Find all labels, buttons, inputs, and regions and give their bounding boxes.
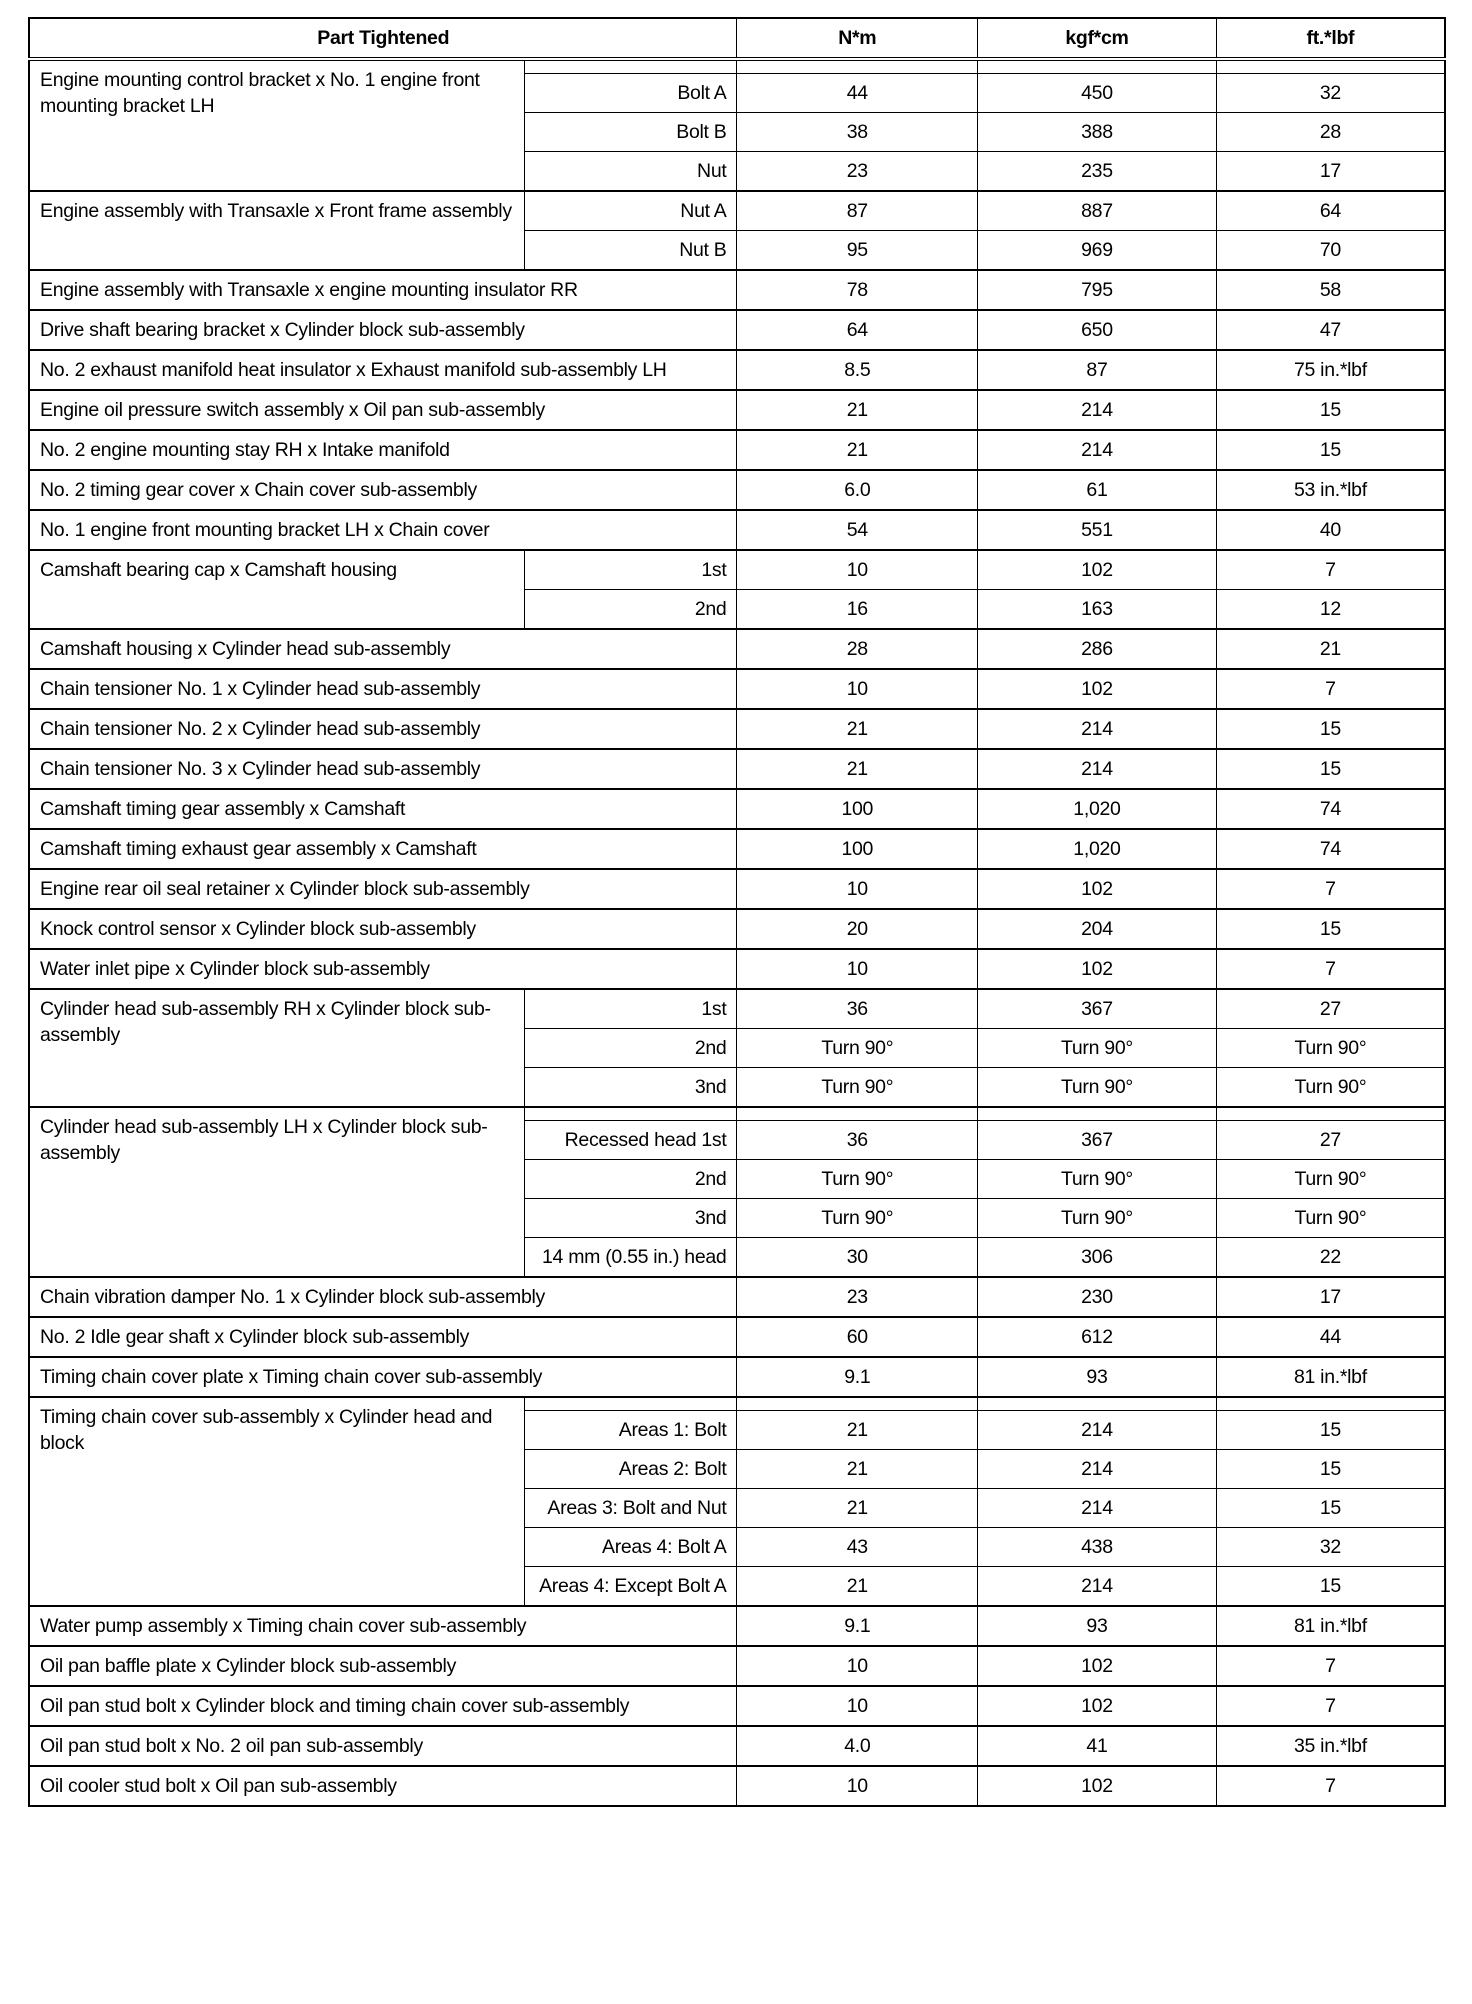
table-row [29, 629, 1445, 669]
sub-part-cell: Recessed head 1st [524, 1121, 737, 1160]
kgf-cm-value-cell: 887 [978, 191, 1217, 231]
kgf-cm-value-cell: 286 [978, 629, 1217, 669]
nm-value-cell [737, 1107, 978, 1121]
ft-lbf-value-cell: 47 [1216, 310, 1445, 350]
ft-lbf-value-cell: 15 [1216, 430, 1445, 470]
kgf-cm-value-cell: 204 [978, 909, 1217, 949]
header-ft-lbf: ft.*lbf [1216, 18, 1445, 59]
header-nm: N*m [737, 18, 978, 59]
kgf-cm-value-cell: 367 [978, 1121, 1217, 1160]
nm-value-cell: 43 [737, 1528, 978, 1567]
ft-lbf-value-cell: 75 in.*lbf [1216, 350, 1445, 390]
nm-value-cell: 10 [737, 669, 978, 709]
sub-part-cell: Bolt A [524, 74, 737, 113]
ft-lbf-value-cell: 17 [1216, 152, 1445, 192]
ft-lbf-value-cell: 27 [1216, 1121, 1445, 1160]
kgf-cm-value-cell: 87 [978, 350, 1217, 390]
part-tightened-cell: Camshaft bearing cap x Camshaft housing [29, 550, 524, 629]
kgf-cm-value-cell: 102 [978, 669, 1217, 709]
sub-part-cell: Bolt B [524, 113, 737, 152]
nm-value-cell: 28 [737, 629, 978, 669]
ft-lbf-value-cell [1216, 59, 1445, 74]
part-tightened-cell: Camshaft timing exhaust gear assembly x Camshaft [29, 829, 737, 869]
kgf-cm-value-cell: 1,020 [978, 829, 1217, 869]
table-row [29, 350, 1445, 390]
header-row [29, 18, 1445, 59]
sub-part-cell: 2nd [524, 590, 737, 630]
part-tightened-cell: Camshaft housing x Cylinder head sub-assembly [29, 629, 737, 669]
ft-lbf-value-cell: 15 [1216, 1411, 1445, 1450]
table-row [29, 1317, 1445, 1357]
kgf-cm-value-cell: 438 [978, 1528, 1217, 1567]
header-kgf-cm: kgf*cm [978, 18, 1217, 59]
part-tightened-cell: No. 1 engine front mounting bracket LH x Chain cover [29, 510, 737, 550]
ft-lbf-value-cell: 74 [1216, 829, 1445, 869]
nm-value-cell: 21 [737, 749, 978, 789]
ft-lbf-value-cell: 7 [1216, 550, 1445, 590]
table-row [29, 989, 1445, 1029]
nm-value-cell: 44 [737, 74, 978, 113]
ft-lbf-value-cell: 7 [1216, 869, 1445, 909]
sub-part-cell [524, 59, 737, 74]
ft-lbf-value-cell: 15 [1216, 390, 1445, 430]
part-tightened-cell: Engine assembly with Transaxle x Front frame assembly [29, 191, 524, 270]
ft-lbf-value-cell: Turn 90° [1216, 1160, 1445, 1199]
part-tightened-cell: Cylinder head sub-assembly RH x Cylinder block sub-assembly [29, 989, 524, 1107]
table-row [29, 869, 1445, 909]
sub-part-cell: Nut A [524, 191, 737, 231]
ft-lbf-value-cell [1216, 1107, 1445, 1121]
nm-value-cell: 100 [737, 789, 978, 829]
sub-part-cell: 2nd [524, 1160, 737, 1199]
nm-value-cell: 60 [737, 1317, 978, 1357]
nm-value-cell: 100 [737, 829, 978, 869]
sub-part-cell [524, 1107, 737, 1121]
part-tightened-cell: Chain tensioner No. 3 x Cylinder head sub-assembly [29, 749, 737, 789]
table-row [29, 1726, 1445, 1766]
part-tightened-cell: Engine mounting control bracket x No. 1 engine front mounting bracket LH [29, 59, 524, 191]
ft-lbf-value-cell: 70 [1216, 231, 1445, 271]
kgf-cm-value-cell: 1,020 [978, 789, 1217, 829]
kgf-cm-value-cell: 214 [978, 1567, 1217, 1607]
table-row [29, 1397, 1445, 1411]
ft-lbf-value-cell: 74 [1216, 789, 1445, 829]
table-row [29, 909, 1445, 949]
kgf-cm-value-cell: 214 [978, 749, 1217, 789]
table-row [29, 510, 1445, 550]
ft-lbf-value-cell: 44 [1216, 1317, 1445, 1357]
table-row [29, 59, 1445, 74]
sub-part-cell: Areas 4: Bolt A [524, 1528, 737, 1567]
table-row [29, 749, 1445, 789]
nm-value-cell: 36 [737, 989, 978, 1029]
nm-value-cell: 21 [737, 430, 978, 470]
kgf-cm-value-cell: 61 [978, 470, 1217, 510]
table-row [29, 1277, 1445, 1317]
sub-part-cell: 1st [524, 989, 737, 1029]
nm-value-cell: 20 [737, 909, 978, 949]
nm-value-cell: 10 [737, 1686, 978, 1726]
nm-value-cell: 9.1 [737, 1357, 978, 1397]
nm-value-cell: 30 [737, 1238, 978, 1278]
table-row [29, 1606, 1445, 1646]
kgf-cm-value-cell: Turn 90° [978, 1068, 1217, 1108]
part-tightened-cell: Oil pan stud bolt x Cylinder block and timing chain cover sub-assembly [29, 1686, 737, 1726]
nm-value-cell: Turn 90° [737, 1160, 978, 1199]
nm-value-cell: Turn 90° [737, 1199, 978, 1238]
nm-value-cell: 21 [737, 1489, 978, 1528]
torque-spec-table [28, 17, 1446, 1807]
nm-value-cell: 6.0 [737, 470, 978, 510]
nm-value-cell: Turn 90° [737, 1068, 978, 1108]
sub-part-cell: 2nd [524, 1029, 737, 1068]
ft-lbf-value-cell: Turn 90° [1216, 1199, 1445, 1238]
kgf-cm-value-cell [978, 1107, 1217, 1121]
ft-lbf-value-cell: 12 [1216, 590, 1445, 630]
ft-lbf-value-cell: 15 [1216, 709, 1445, 749]
sub-part-cell: 3nd [524, 1199, 737, 1238]
part-tightened-cell: Chain tensioner No. 2 x Cylinder head sub-assembly [29, 709, 737, 749]
ft-lbf-value-cell: Turn 90° [1216, 1029, 1445, 1068]
table-row [29, 829, 1445, 869]
table-row [29, 1357, 1445, 1397]
nm-value-cell: 23 [737, 1277, 978, 1317]
table-row [29, 470, 1445, 510]
nm-value-cell: 21 [737, 390, 978, 430]
ft-lbf-value-cell: 7 [1216, 1686, 1445, 1726]
nm-value-cell: 10 [737, 1646, 978, 1686]
part-tightened-cell: Cylinder head sub-assembly LH x Cylinder block sub-assembly [29, 1107, 524, 1277]
kgf-cm-value-cell: 612 [978, 1317, 1217, 1357]
sub-part-cell: 3nd [524, 1068, 737, 1108]
ft-lbf-value-cell: 7 [1216, 1646, 1445, 1686]
nm-value-cell: 21 [737, 1450, 978, 1489]
table-row [29, 1646, 1445, 1686]
nm-value-cell: 10 [737, 1766, 978, 1806]
ft-lbf-value-cell: Turn 90° [1216, 1068, 1445, 1108]
sub-part-cell: 1st [524, 550, 737, 590]
table-row [29, 1107, 1445, 1121]
kgf-cm-value-cell: 214 [978, 390, 1217, 430]
ft-lbf-value-cell: 15 [1216, 1489, 1445, 1528]
sub-part-cell: Areas 3: Bolt and Nut [524, 1489, 737, 1528]
ft-lbf-value-cell: 64 [1216, 191, 1445, 231]
kgf-cm-value-cell: 102 [978, 1686, 1217, 1726]
kgf-cm-value-cell: 41 [978, 1726, 1217, 1766]
nm-value-cell: 10 [737, 869, 978, 909]
part-tightened-cell: Oil pan baffle plate x Cylinder block sub-assembly [29, 1646, 737, 1686]
nm-value-cell: 54 [737, 510, 978, 550]
nm-value-cell: 87 [737, 191, 978, 231]
kgf-cm-value-cell: 93 [978, 1606, 1217, 1646]
header-part-tightened: Part Tightened [29, 18, 737, 59]
ft-lbf-value-cell: 58 [1216, 270, 1445, 310]
ft-lbf-value-cell: 22 [1216, 1238, 1445, 1278]
sub-part-cell: Nut [524, 152, 737, 192]
kgf-cm-value-cell: 102 [978, 869, 1217, 909]
table-row [29, 1766, 1445, 1806]
kgf-cm-value-cell: 214 [978, 430, 1217, 470]
part-tightened-cell: Camshaft timing gear assembly x Camshaft [29, 789, 737, 829]
nm-value-cell: 16 [737, 590, 978, 630]
kgf-cm-value-cell [978, 59, 1217, 74]
part-tightened-cell: Engine oil pressure switch assembly x Oil pan sub-assembly [29, 390, 737, 430]
nm-value-cell: 9.1 [737, 1606, 978, 1646]
part-tightened-cell: Oil cooler stud bolt x Oil pan sub-assembly [29, 1766, 737, 1806]
sub-part-cell: 14 mm (0.55 in.) head [524, 1238, 737, 1278]
nm-value-cell [737, 1397, 978, 1411]
part-tightened-cell: Chain tensioner No. 1 x Cylinder head sub-assembly [29, 669, 737, 709]
part-tightened-cell: Engine assembly with Transaxle x engine mounting insulator RR [29, 270, 737, 310]
nm-value-cell [737, 59, 978, 74]
ft-lbf-value-cell: 15 [1216, 1567, 1445, 1607]
ft-lbf-value-cell: 7 [1216, 1766, 1445, 1806]
sub-part-cell: Nut B [524, 231, 737, 271]
table-row [29, 310, 1445, 350]
table-row [29, 709, 1445, 749]
kgf-cm-value-cell: 969 [978, 231, 1217, 271]
part-tightened-cell: Drive shaft bearing bracket x Cylinder block sub-assembly [29, 310, 737, 350]
part-tightened-cell: Timing chain cover sub-assembly x Cylinder head and block [29, 1397, 524, 1606]
nm-value-cell: 78 [737, 270, 978, 310]
kgf-cm-value-cell: 230 [978, 1277, 1217, 1317]
ft-lbf-value-cell: 15 [1216, 1450, 1445, 1489]
table-row [29, 949, 1445, 989]
ft-lbf-value-cell: 81 in.*lbf [1216, 1606, 1445, 1646]
sub-part-cell: Areas 2: Bolt [524, 1450, 737, 1489]
ft-lbf-value-cell: 32 [1216, 74, 1445, 113]
nm-value-cell: 21 [737, 709, 978, 749]
part-tightened-cell: Oil pan stud bolt x No. 2 oil pan sub-assembly [29, 1726, 737, 1766]
nm-value-cell: 95 [737, 231, 978, 271]
part-tightened-cell: Engine rear oil seal retainer x Cylinder block sub-assembly [29, 869, 737, 909]
nm-value-cell: 23 [737, 152, 978, 192]
kgf-cm-value-cell: 367 [978, 989, 1217, 1029]
kgf-cm-value-cell: 214 [978, 1489, 1217, 1528]
table-body [29, 59, 1445, 1806]
nm-value-cell: Turn 90° [737, 1029, 978, 1068]
kgf-cm-value-cell: Turn 90° [978, 1029, 1217, 1068]
part-tightened-cell: Chain vibration damper No. 1 x Cylinder block sub-assembly [29, 1277, 737, 1317]
ft-lbf-value-cell: 17 [1216, 1277, 1445, 1317]
ft-lbf-value-cell: 15 [1216, 749, 1445, 789]
ft-lbf-value-cell: 40 [1216, 510, 1445, 550]
nm-value-cell: 21 [737, 1411, 978, 1450]
nm-value-cell: 21 [737, 1567, 978, 1607]
kgf-cm-value-cell: 102 [978, 1766, 1217, 1806]
part-tightened-cell: Water inlet pipe x Cylinder block sub-assembly [29, 949, 737, 989]
kgf-cm-value-cell: 214 [978, 1411, 1217, 1450]
ft-lbf-value-cell [1216, 1397, 1445, 1411]
kgf-cm-value-cell: 102 [978, 1646, 1217, 1686]
ft-lbf-value-cell: 7 [1216, 669, 1445, 709]
kgf-cm-value-cell: Turn 90° [978, 1199, 1217, 1238]
kgf-cm-value-cell: 102 [978, 550, 1217, 590]
nm-value-cell: 10 [737, 949, 978, 989]
nm-value-cell: 36 [737, 1121, 978, 1160]
kgf-cm-value-cell: 306 [978, 1238, 1217, 1278]
kgf-cm-value-cell: Turn 90° [978, 1160, 1217, 1199]
kgf-cm-value-cell: 163 [978, 590, 1217, 630]
kgf-cm-value-cell: 93 [978, 1357, 1217, 1397]
ft-lbf-value-cell: 27 [1216, 989, 1445, 1029]
kgf-cm-value-cell: 214 [978, 709, 1217, 749]
sub-part-cell: Areas 4: Except Bolt A [524, 1567, 737, 1607]
ft-lbf-value-cell: 81 in.*lbf [1216, 1357, 1445, 1397]
table-row [29, 789, 1445, 829]
kgf-cm-value-cell: 650 [978, 310, 1217, 350]
table-row [29, 191, 1445, 231]
table-row [29, 270, 1445, 310]
part-tightened-cell: Timing chain cover plate x Timing chain cover sub-assembly [29, 1357, 737, 1397]
part-tightened-cell: No. 2 exhaust manifold heat insulator x Exhaust manifold sub-assembly LH [29, 350, 737, 390]
table-row [29, 1686, 1445, 1726]
table-row [29, 669, 1445, 709]
kgf-cm-value-cell: 450 [978, 74, 1217, 113]
kgf-cm-value-cell: 102 [978, 949, 1217, 989]
nm-value-cell: 10 [737, 550, 978, 590]
part-tightened-cell: Knock control sensor x Cylinder block sub-assembly [29, 909, 737, 949]
kgf-cm-value-cell: 235 [978, 152, 1217, 192]
ft-lbf-value-cell: 32 [1216, 1528, 1445, 1567]
kgf-cm-value-cell: 795 [978, 270, 1217, 310]
sub-part-cell [524, 1397, 737, 1411]
table-row [29, 390, 1445, 430]
kgf-cm-value-cell: 551 [978, 510, 1217, 550]
kgf-cm-value-cell: 388 [978, 113, 1217, 152]
sub-part-cell: Areas 1: Bolt [524, 1411, 737, 1450]
nm-value-cell: 64 [737, 310, 978, 350]
nm-value-cell: 8.5 [737, 350, 978, 390]
ft-lbf-value-cell: 21 [1216, 629, 1445, 669]
nm-value-cell: 4.0 [737, 1726, 978, 1766]
table-row [29, 430, 1445, 470]
part-tightened-cell: Water pump assembly x Timing chain cover sub-assembly [29, 1606, 737, 1646]
part-tightened-cell: No. 2 engine mounting stay RH x Intake manifold [29, 430, 737, 470]
ft-lbf-value-cell: 53 in.*lbf [1216, 470, 1445, 510]
part-tightened-cell: No. 2 timing gear cover x Chain cover sub-assembly [29, 470, 737, 510]
kgf-cm-value-cell [978, 1397, 1217, 1411]
kgf-cm-value-cell: 214 [978, 1450, 1217, 1489]
part-tightened-cell: No. 2 Idle gear shaft x Cylinder block sub-assembly [29, 1317, 737, 1357]
ft-lbf-value-cell: 28 [1216, 113, 1445, 152]
ft-lbf-value-cell: 7 [1216, 949, 1445, 989]
ft-lbf-value-cell: 15 [1216, 909, 1445, 949]
table-row [29, 550, 1445, 590]
nm-value-cell: 38 [737, 113, 978, 152]
ft-lbf-value-cell: 35 in.*lbf [1216, 1726, 1445, 1766]
